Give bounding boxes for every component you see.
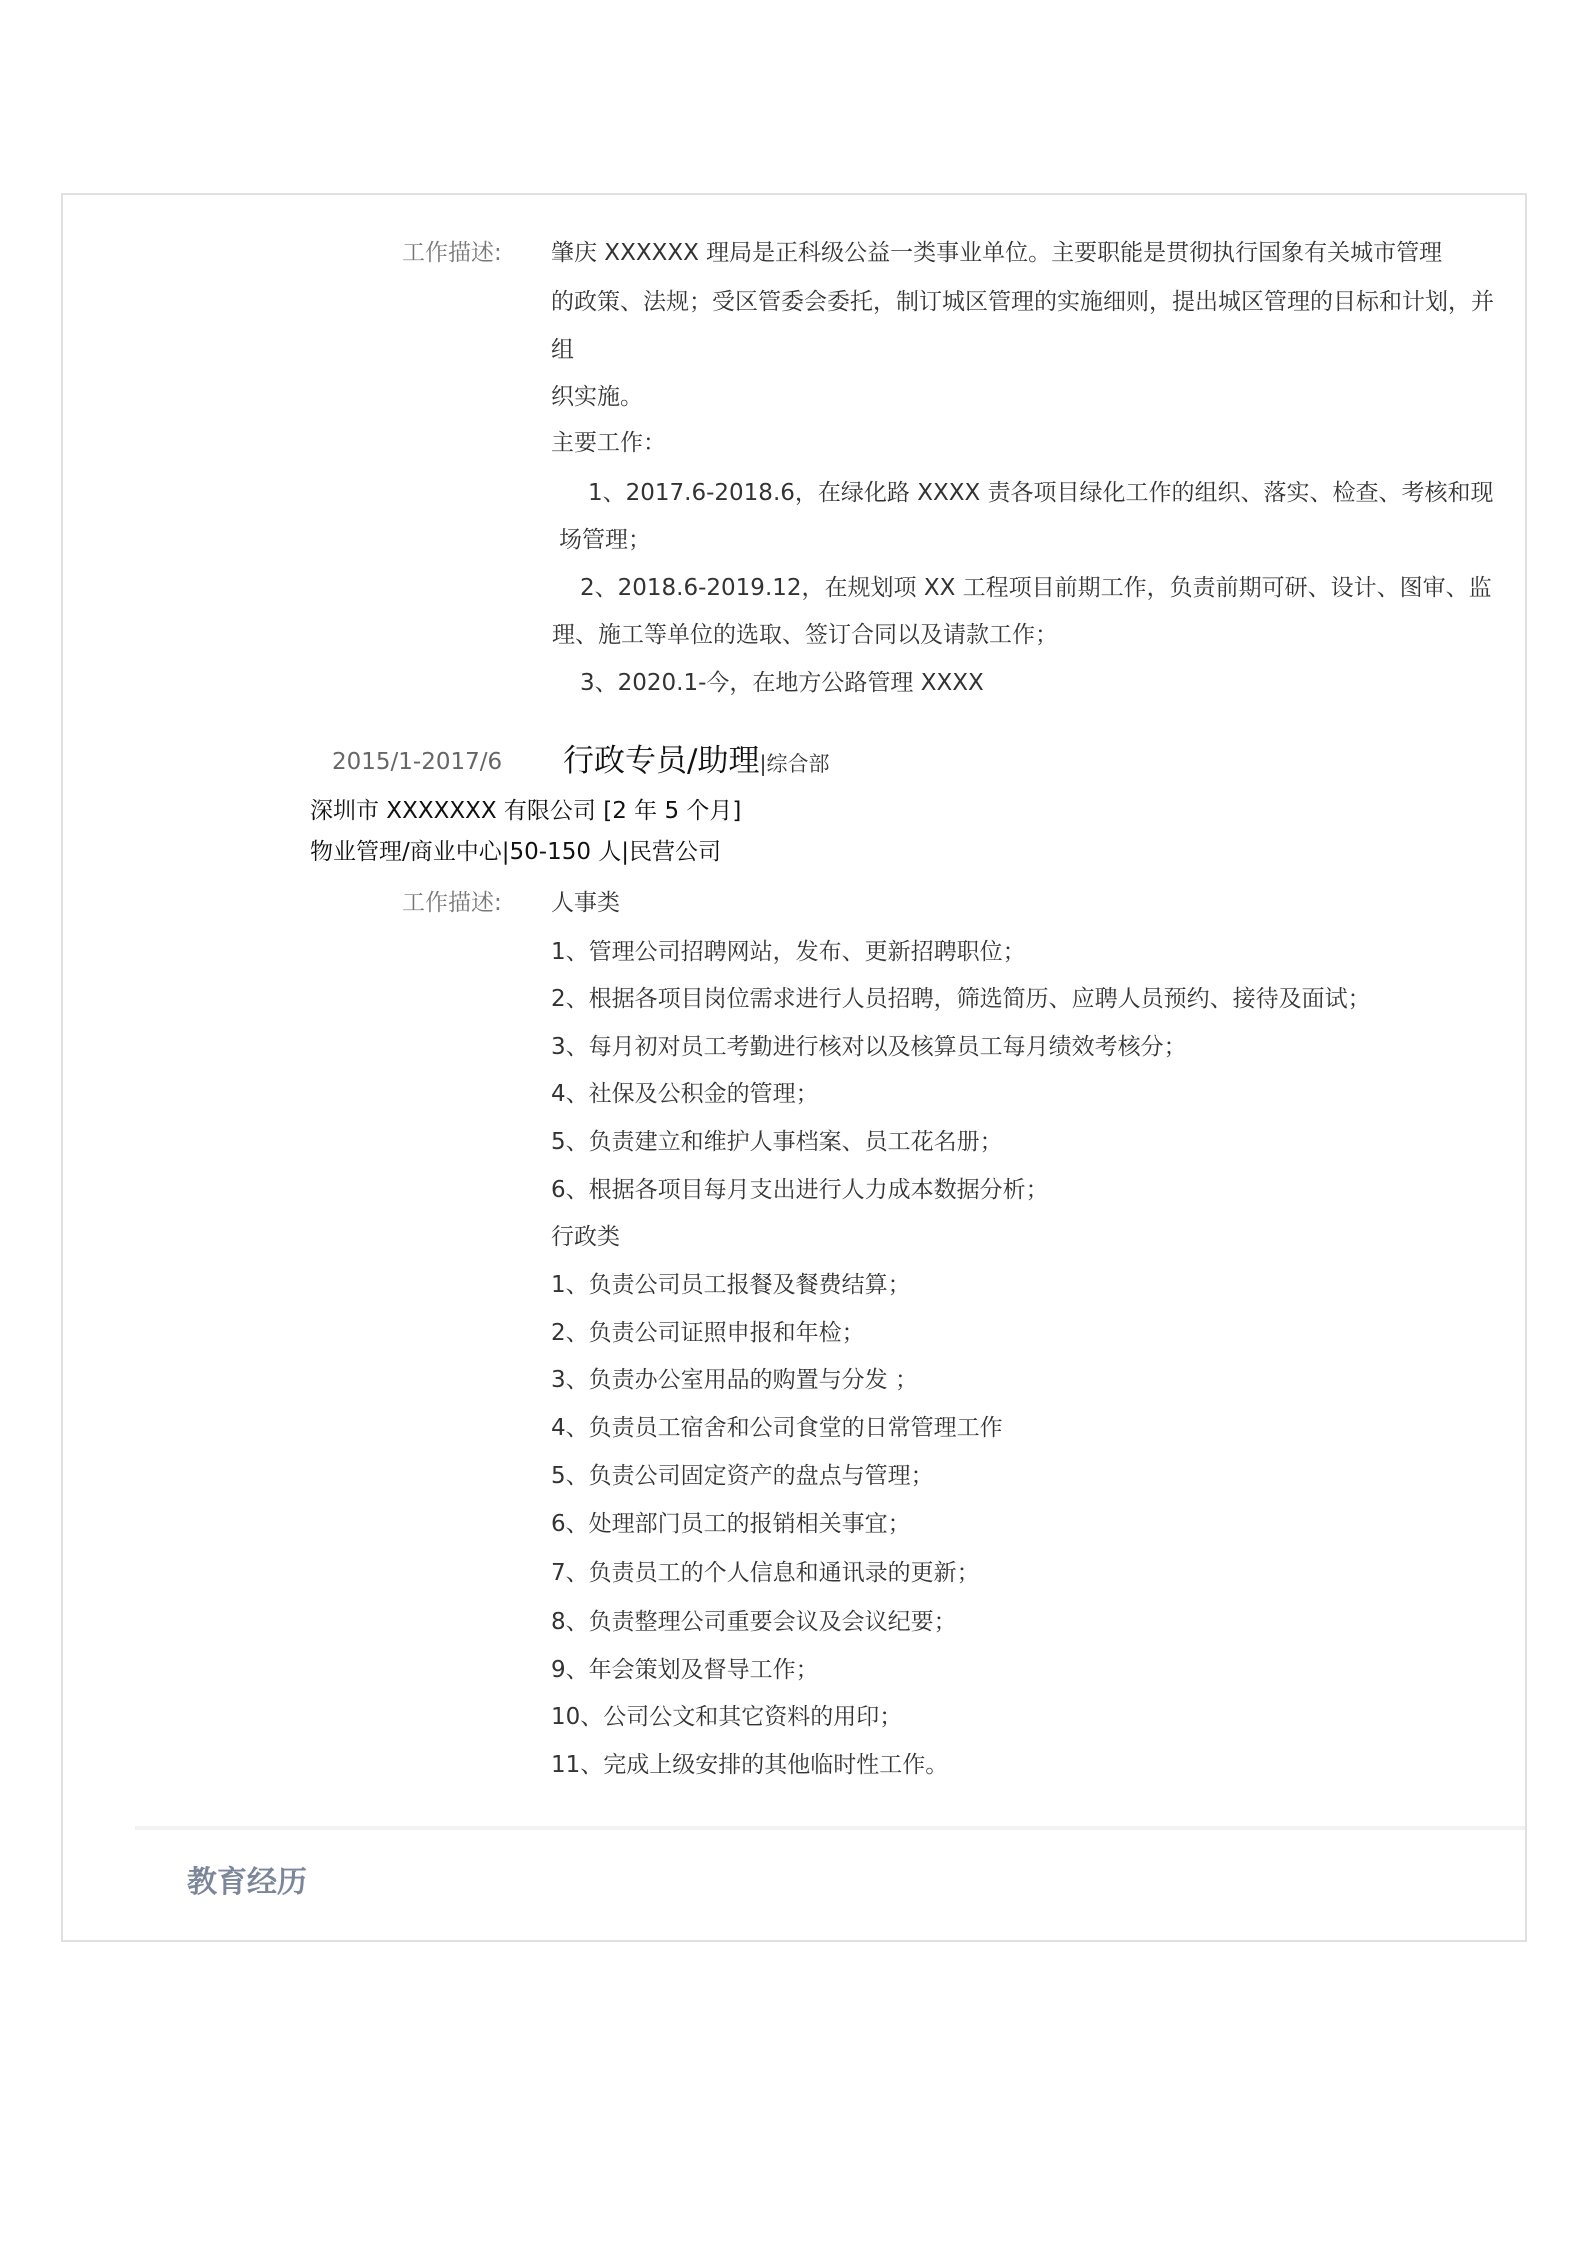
job2-admin-item: 10、公司公文和其它资料的用印； [551,1704,903,1730]
job2-hr-item: 3、每月初对员工考勤进行核对以及核算员工每月绩效考核分； [551,1034,1187,1060]
job1-work-item-cont: 理、施工等单位的选取、签订合同以及请款工作； [552,622,1058,648]
section-divider [135,1826,1525,1830]
job2-desc-label: 工作描述: [402,890,502,916]
job2-hr-item: 2、根据各项目岗位需求进行人员招聘，筛选简历、应聘人员预约、接待及面试； [551,986,1371,1012]
job1-work-item: 1、2017.6-2018.6，在绿化路 XXXX 责各项目绿化工作的组织、落实、检查、考核和现 [588,480,1494,506]
job2-admin-item: 6、处理部门员工的报销相关事宜； [551,1511,911,1537]
resume-card [61,193,1527,1942]
job1-work-item-cont: 场管理； [559,527,651,553]
job2-title-row [563,741,830,784]
job2-admin-item: 2、负责公司证照申报和年检； [551,1320,865,1346]
job1-desc-line: 组 [551,337,574,363]
job2-hr-heading: 人事类 [551,890,620,916]
job1-desc-line: 肇庆 XXXXXX 理局是正科级公益一类事业单位。主要职能是贯彻执行国象有关城市管理 [551,240,1443,266]
job2-admin-heading: 行政类 [551,1224,620,1250]
job2-admin-item: 4、负责员工宿舍和公司食堂的日常管理工作 [551,1415,1003,1441]
job1-work-item: 3、2020.1-今，在地方公路管理 XXXX [580,670,984,696]
job2-company: 深圳市 XXXXXXX 有限公司 [2 年 5 个月] [310,798,742,824]
job2-hr-item: 5、负责建立和维护人事档案、员工花名册； [551,1129,1003,1155]
job2-hr-item: 6、根据各项目每月支出进行人力成本数据分析； [551,1177,1049,1203]
job2-date-range: 2015/1-2017/6 [332,749,503,775]
job2-hr-item: 4、社保及公积金的管理； [551,1081,819,1107]
job2-title: 行政专员/助理 [563,743,760,779]
job1-desc-line: 的政策、法规；受区管委会委托，制订城区管理的实施细则，提出城区管理的目标和计划，并 [551,289,1494,315]
job1-work-item: 2、2018.6-2019.12，在规划项 XX 工程项目前期工作，负责前期可研、设计、图审、监 [580,575,1492,601]
job2-admin-item: 3、负责办公室用品的购置与分发 ； [551,1367,918,1393]
job2-admin-item: 11、完成上级安排的其他临时性工作。 [551,1752,949,1778]
job2-admin-item: 8、负责整理公司重要会议及会议纪要； [551,1609,957,1635]
job2-admin-item: 9、年会策划及督导工作； [551,1657,819,1683]
job1-desc-label: 工作描述: [402,240,502,266]
job1-desc-line: 织实施。 [551,384,643,410]
education-section-heading: 教育经历 [187,1865,307,1900]
job1-main-work-heading: 主要工作： [551,430,666,456]
job2-industry: 物业管理/商业中心|50-150 人|民营公司 [310,839,722,865]
job2-admin-item: 1、负责公司员工报餐及餐费结算； [551,1272,911,1298]
job2-admin-item: 5、负责公司固定资产的盘点与管理； [551,1463,934,1489]
job2-hr-item: 1、管理公司招聘网站，发布、更新招聘职位； [551,939,1026,965]
job2-admin-item: 7、负责员工的个人信息和通讯录的更新； [551,1560,980,1586]
job2-department: |综合部 [759,752,830,776]
